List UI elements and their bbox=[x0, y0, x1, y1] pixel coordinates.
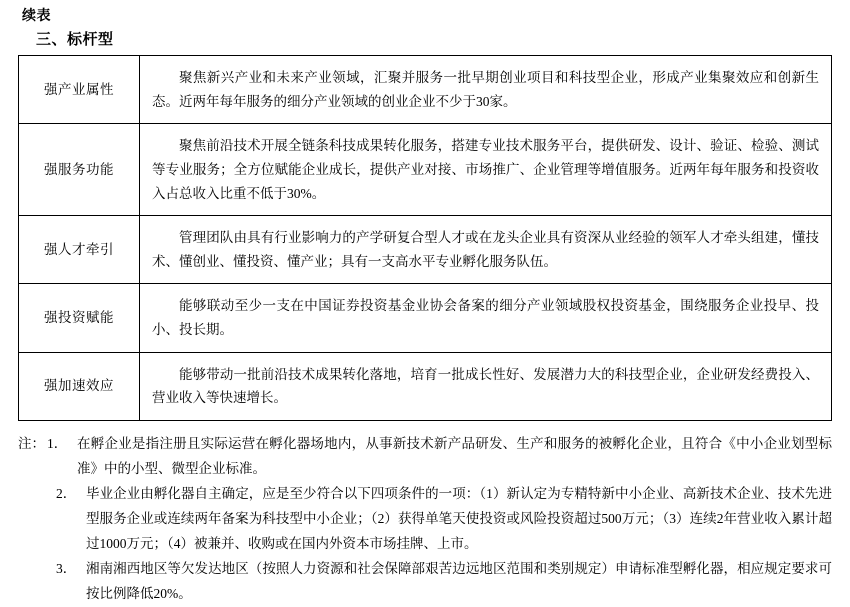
criteria-content bbox=[140, 124, 832, 216]
note-number: 1． bbox=[47, 436, 68, 451]
note-text: 在孵企业是指注册且实际运营在孵化器场地内，从事新技术新产品研发、生产和服务的被孵化企业，且符合《中小企业划型标准》中的小型、微型企业标准。 bbox=[77, 436, 832, 476]
note-number: 3． bbox=[56, 560, 77, 576]
notes-prefix: 注： bbox=[18, 436, 45, 451]
criteria-content bbox=[140, 216, 832, 284]
note-item bbox=[56, 557, 832, 607]
criteria-label: 强服务功能 bbox=[19, 124, 140, 216]
section-title: 三、标杆型 bbox=[36, 32, 114, 48]
note-item bbox=[18, 432, 832, 482]
note-item bbox=[56, 482, 832, 557]
table-row bbox=[19, 56, 832, 124]
criteria-label: 强投资赋能 bbox=[19, 284, 140, 352]
criteria-content bbox=[140, 352, 832, 420]
criteria-content bbox=[140, 284, 832, 352]
note-text: 湘南湘西地区等欠发达地区（按照人力资源和社会保障部艰苦边远地区范围和类别规定）申请标准型孵化器，相应规定要求可按比例降低20%。 bbox=[86, 560, 832, 601]
criteria-table bbox=[18, 55, 832, 421]
criteria-content-text: 能够联动至少一支在中国证券投资基金业协会备案的细分产业领域股权投资基金，围绕服务企业投早、投小、投长期。 bbox=[152, 298, 819, 337]
criteria-content-text: 聚焦新兴产业和未来产业领域，汇聚并服务一批早期创业项目和科技型企业，形成产业集聚效应和创新生态。近两年每年服务的细分产业领域的创业企业不少于30家。 bbox=[152, 70, 819, 109]
table-row bbox=[19, 124, 832, 216]
continuation-label: 续表 bbox=[22, 9, 51, 24]
table-row bbox=[19, 284, 832, 352]
criteria-label: 强产业属性 bbox=[19, 56, 140, 124]
note-text: 毕业企业由孵化器自主确定，应是至少符合以下四项条件的一项：（1）新认定为专精特新中小企业、高新技术企业、技术先进型服务企业或连续两年备案为科技型中小企业；（2）获得单笔天使投资或风险投资超过500万元；（3）连续2年营业收入累计超过1000万元；（4）被兼并、收购或在国内外资本市场挂牌、上市。 bbox=[86, 485, 832, 551]
notes-section bbox=[18, 432, 832, 607]
criteria-label: 强人才牵引 bbox=[19, 216, 140, 284]
note-number: 2． bbox=[56, 485, 77, 501]
criteria-content-text: 能够带动一批前沿技术成果转化落地，培育一批成长性好、发展潜力大的科技型企业，企业研发经费投入、营业收入等快速增长。 bbox=[152, 366, 819, 406]
criteria-label: 强加速效应 bbox=[19, 352, 140, 420]
table-row bbox=[19, 352, 832, 420]
criteria-content-text: 管理团队由具有行业影响力的产学研复合型人才或在龙头企业具有资深从业经验的领军人才牵头组建，懂技术、懂创业、懂投资、懂产业；具有一支高水平专业孵化服务队伍。 bbox=[152, 230, 819, 269]
table-row bbox=[19, 216, 832, 284]
criteria-content-text: 聚焦前沿技术开展全链条科技成果转化服务，搭建专业技术服务平台，提供研发、设计、验证、检验、测试等专业服务；全方位赋能企业成长，提供产业对接、市场推广、企业管理等增值服务。近两年每年服务和投资收入占总收入比重不低于30%。 bbox=[152, 138, 819, 201]
criteria-content bbox=[140, 56, 832, 124]
